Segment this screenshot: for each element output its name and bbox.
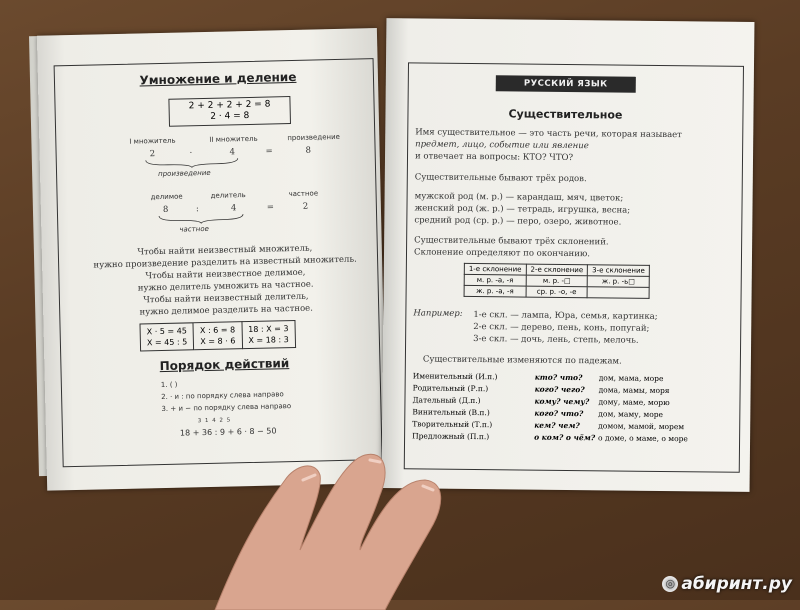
hand — [195, 440, 495, 610]
mult-r: 8 — [305, 145, 312, 156]
rule-line: Чтобы найти неизвестное делимое, — [145, 267, 306, 282]
order-list — [161, 376, 292, 415]
rule-line: Чтобы найти неизвестный делитель, — [143, 291, 309, 306]
case-name: Предложный (П.п.) — [412, 431, 490, 442]
table-header: 3-е склонение — [588, 265, 650, 277]
left-title: Умножение и деление — [139, 69, 297, 88]
example-line: 18 : X = 3 — [248, 324, 289, 335]
declension-line: Существительные бывают трёх склонений. — [414, 235, 609, 248]
case-name: Дательный (Д.п.) — [412, 395, 481, 406]
table-cell: м. р. -а, -я — [464, 274, 526, 286]
declension-line: Склонение определяют по окончанию. — [413, 247, 591, 260]
cases-list — [412, 370, 689, 445]
example-cell — [139, 322, 194, 351]
watermark-icon: ◎ — [662, 576, 678, 592]
cases-intro: Существительные изменяются по падежам. — [422, 354, 622, 367]
example-label: Например: — [413, 308, 463, 319]
right-page — [382, 18, 755, 492]
table-cell: ср. р. -о, -е — [526, 286, 588, 298]
case-name: Именительный (И.п.) — [412, 371, 498, 382]
intro-line: Имя существительное — это часть речи, которая называет — [415, 127, 682, 141]
declension-intro — [414, 234, 609, 260]
example-line: X = 18 : 3 — [248, 335, 289, 346]
case-example: о доме, о маме, о море — [598, 433, 688, 444]
div-r: 2 — [302, 201, 309, 212]
label-dividend: делимое — [150, 192, 183, 202]
example-line: X · 5 = 45 — [146, 326, 188, 337]
gender-line: средний род (ср. р.) — перо, озеро, животное. — [414, 215, 622, 228]
example-line: X : 6 = 8 — [199, 325, 236, 336]
label-multiplier-2: II множитель — [209, 134, 258, 144]
case-name: Творительный (Т.п.) — [412, 419, 493, 430]
table-cell: ж. р. -а, -я — [464, 285, 526, 297]
order-item: 1. ( ) — [160, 380, 178, 390]
mult-brace-label: произведение — [158, 168, 211, 179]
declension-table — [464, 263, 650, 299]
subject-header: РУССКИЙ ЯЗЫК — [496, 75, 636, 92]
case-question: кто? что? — [534, 372, 583, 383]
label-multiplier-1: I множитель — [129, 136, 176, 146]
case-question: кого? что? — [534, 408, 584, 419]
table-cell — [587, 287, 649, 299]
case-example: дом, мама, море — [598, 373, 664, 384]
order-expression: 18 + 36 : 9 + 6 · 8 − 50 — [179, 426, 277, 438]
case-name: Родительный (Р.п.) — [412, 383, 489, 394]
equation-box — [168, 96, 291, 127]
right-title: Существительное — [508, 107, 623, 122]
table-header: 1-е склонение — [464, 263, 526, 275]
example-line: 2-е скл. — дерево, пень, конь, попугай; — [473, 322, 650, 334]
div-a: 8 — [162, 204, 169, 215]
intro-line: и отвечает на вопросы: КТО? ЧТО? — [414, 151, 574, 164]
case-name: Винительный (В.п.) — [412, 407, 490, 418]
equation-line: 2 + 2 + 2 + 2 = 8 — [188, 99, 271, 112]
table-row — [464, 285, 649, 298]
case-question: кого? чего? — [534, 384, 585, 395]
gender-line: мужской род (м. р.) — карандаш, мяч, цветок; — [414, 191, 624, 204]
order-item: 2. · и : по порядку слева направо — [161, 390, 284, 402]
label-divisor: делитель — [210, 191, 246, 200]
examples-table — [139, 320, 295, 352]
rules-block — [80, 241, 372, 320]
example-line: 1-е скл. — лампа, Юра, семья, картинка; — [473, 310, 658, 322]
label-product: произведение — [287, 132, 340, 143]
case-example: дом, маму, море — [598, 409, 664, 420]
div-b: 4 — [230, 203, 237, 214]
table-cell: м. р. -□ — [526, 275, 588, 287]
watermark — [662, 574, 792, 594]
label-quotient: частное — [288, 189, 319, 199]
rule-line: Чтобы найти неизвестный множитель, — [137, 243, 313, 258]
example-cell — [242, 320, 296, 349]
mult-op: · — [189, 148, 193, 159]
rule-line: нужно произведение разделить на известный множитель. — [93, 254, 357, 271]
case-example: домом, мамой, морем — [598, 421, 685, 432]
intro-block — [415, 126, 735, 165]
case-question: кем? чем? — [534, 420, 580, 431]
order-numbers: 3 1 4 2 5 — [197, 417, 232, 425]
order-item: 3. + и − по порядку слева направо — [161, 402, 292, 414]
example-line: X = 8 · 6 — [200, 336, 236, 347]
genders-list — [414, 190, 630, 228]
gender-line: женский род (ж. р.) — тетрадь, игрушка, весна; — [414, 203, 631, 216]
case-example: дома, мамы, моря — [598, 385, 670, 396]
left-page — [37, 28, 387, 491]
examples-list — [473, 309, 658, 347]
mult-eq: = — [265, 146, 273, 157]
equation-line: 2 · 4 = 8 — [210, 110, 250, 122]
order-title: Порядок действий — [159, 356, 290, 374]
example-line: 3-е скл. — дочь, лень, степь, мелочь. — [473, 334, 639, 346]
case-example: дому, маме, морю — [598, 397, 670, 408]
rule-line: нужно делимое разделить на частное. — [139, 303, 313, 318]
rule-line: нужно делитель умножить на частное. — [137, 279, 314, 294]
intro-line: предмет, лицо, событие или явление — [415, 139, 589, 152]
table-cell: ж. р. -ь□ — [588, 276, 650, 288]
mult-a: 2 — [149, 149, 156, 160]
example-line: X = 45 : 5 — [146, 337, 188, 348]
case-question: о ком? о чём? — [534, 432, 596, 443]
watermark-text: абиринт.ру — [681, 574, 792, 594]
div-op: : — [195, 204, 199, 215]
table-header: 2-е склонение — [526, 264, 588, 276]
div-brace-label: частное — [179, 224, 209, 234]
open-book — [20, 12, 750, 490]
mult-b: 4 — [229, 147, 236, 158]
example-cell — [194, 321, 243, 350]
genders-intro: Существительные бывают трёх родов. — [414, 172, 587, 185]
div-brace — [157, 213, 247, 225]
case-question: кому? чему? — [534, 396, 590, 407]
div-eq: = — [266, 202, 275, 213]
